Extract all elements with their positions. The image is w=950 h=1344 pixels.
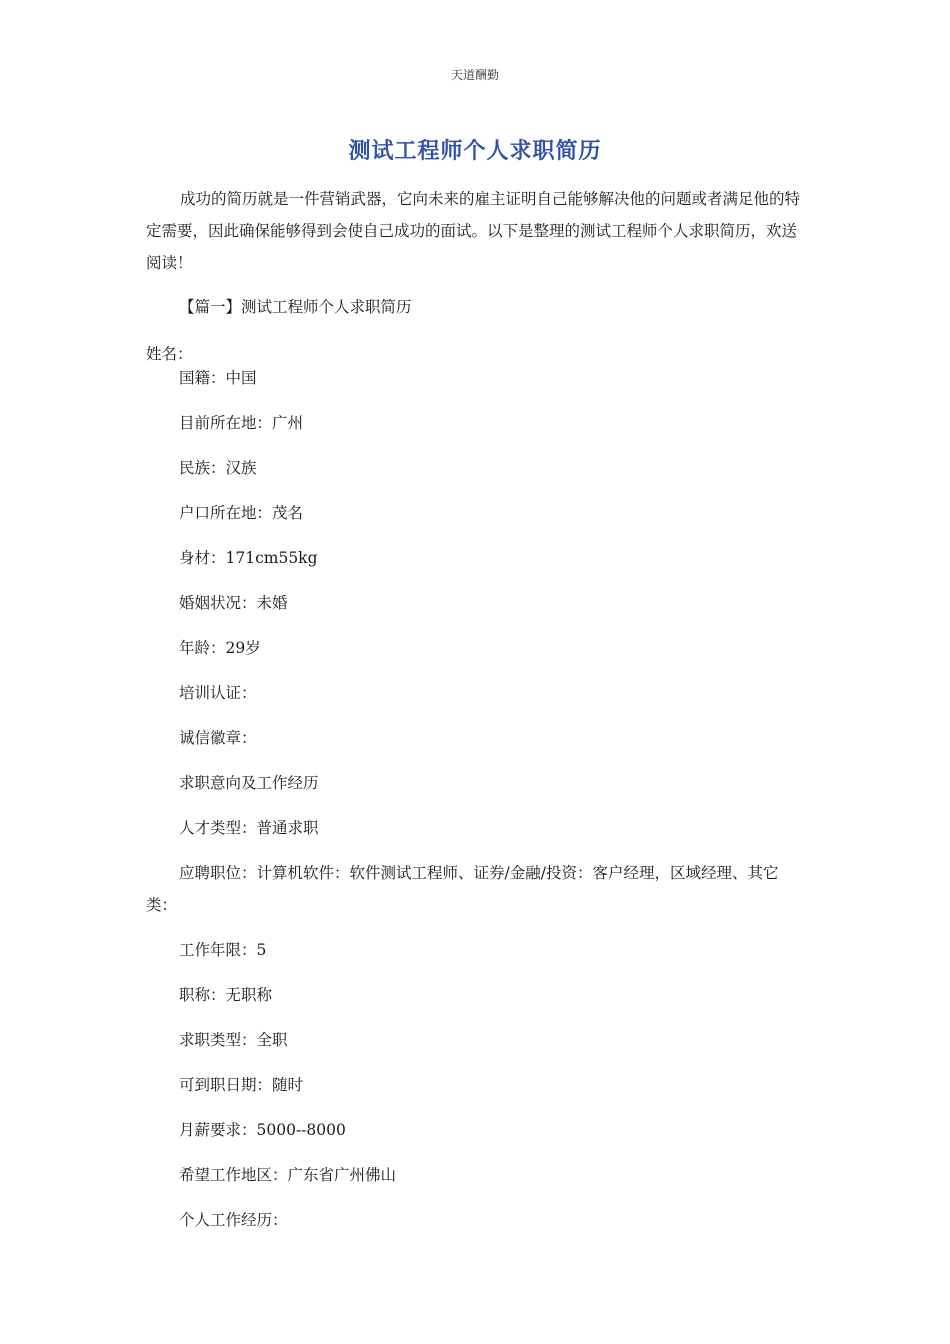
field-job-type: 求职类型：全职 xyxy=(179,1031,288,1049)
intro-paragraph: 成功的简历就是一件营销武器，它向未来的雇主证明自己能够解决他的问题或者满足他的特定需要，因此确保能够得到会使自己成功的面试。以下是整理的测试工程师个人求职简历，欢送阅读！ xyxy=(146,190,801,272)
field-integrity-badge: 诚信徽章： xyxy=(179,729,257,747)
field-name: 姓名： xyxy=(146,345,193,363)
field-job-intention-heading: 求职意向及工作经历 xyxy=(179,774,319,792)
field-salary-requirement: 月薪要求：5000--8000 xyxy=(179,1121,346,1139)
field-talent-type: 人才类型：普通求职 xyxy=(179,819,319,837)
field-preferred-work-area: 希望工作地区：广东省广州佛山 xyxy=(179,1166,397,1184)
page-header: 天道酬勤 xyxy=(450,68,499,82)
document-title: 测试工程师个人求职简历 xyxy=(348,138,602,164)
section-heading: 【篇一】测试工程师个人求职简历 xyxy=(179,298,412,316)
field-current-location: 目前所在地：广州 xyxy=(179,414,304,432)
resume-field-list xyxy=(146,362,806,1249)
field-work-experience: 个人工作经历： xyxy=(179,1211,288,1229)
field-marital-status: 婚姻状况：未婚 xyxy=(179,594,288,612)
field-available-date: 可到职日期：随时 xyxy=(179,1076,304,1094)
field-household-registration: 户口所在地：茂名 xyxy=(179,504,304,522)
field-nationality: 国籍：中国 xyxy=(179,369,257,387)
field-physique: 身材：171cm55kg xyxy=(179,549,318,567)
field-age: 年龄：29岁 xyxy=(179,639,261,657)
field-applied-position: 应聘职位：计算机软件：软件测试工程师、证券/金融/投资：客户经理，区域经理、其它类： xyxy=(146,864,779,914)
field-years-of-work: 工作年限：5 xyxy=(179,941,267,959)
field-training-certification: 培训认证： xyxy=(179,684,257,702)
field-ethnicity: 民族：汉族 xyxy=(179,459,257,477)
field-professional-title: 职称：无职称 xyxy=(179,986,273,1004)
